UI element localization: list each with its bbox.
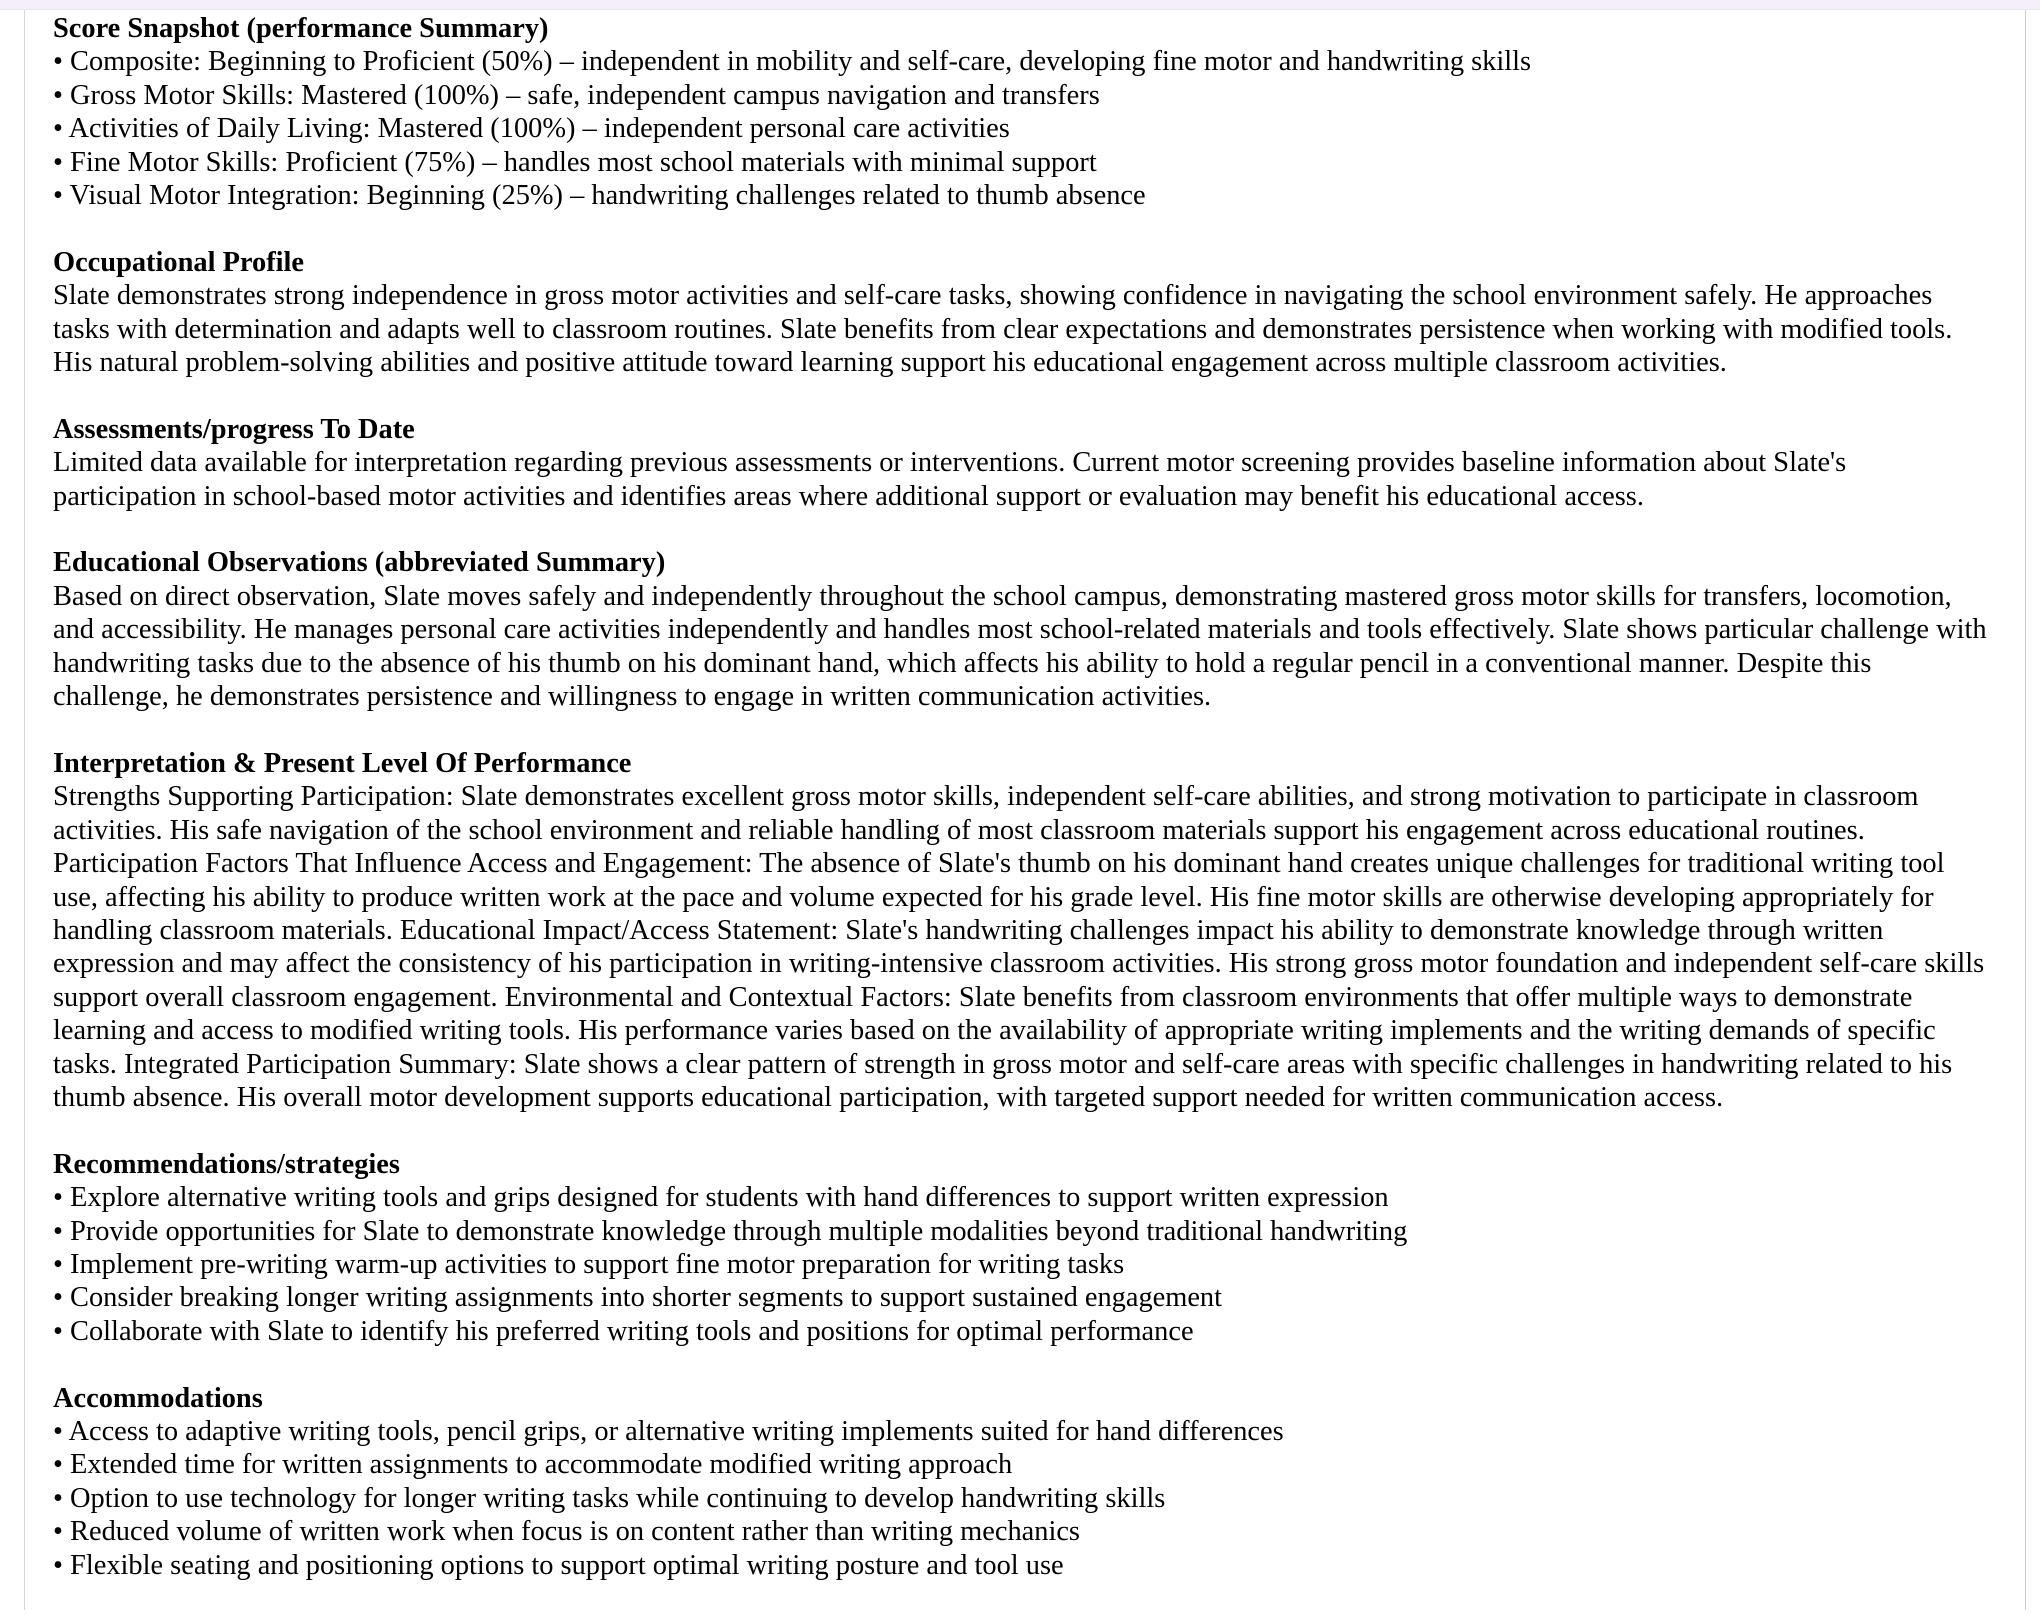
section-heading: Educational Observations (abbreviated Summary) bbox=[53, 547, 666, 579]
section-educational-observations bbox=[53, 546, 1988, 713]
section-recommendations bbox=[53, 1148, 1988, 1348]
bullet-item: • Reduced volume of written work when focus is on content rather than writing mechanics bbox=[53, 1516, 1080, 1548]
bullet-item: • Composite: Beginning to Proficient (50%) – independent in mobility and self-care, developing fine motor and handwriting skills bbox=[53, 46, 1532, 78]
bullet-item: • Flexible seating and positioning options to support optimal writing posture and tool use bbox=[53, 1549, 1064, 1581]
bullet-item: • Access to adaptive writing tools, pencil grips, or alternative writing implements suited for hand differences bbox=[53, 1415, 1284, 1447]
section-paragraph: Slate demonstrates strong independence in gross motor activities and self-care tasks, showing confidence in navigating the school environment safely. He approaches tasks with determination and adapts well to classroom routines. Slate benefits from clear expectations and demonstrates persistence when working with modified tools. His natural problem-solving abilities and positive attitude toward learning support his educational engagement across multiple classroom activities. bbox=[53, 280, 1953, 379]
section-heading: Occupational Profile bbox=[53, 246, 305, 278]
section-paragraph: Limited data available for interpretation regarding previous assessments or interventions. Current motor screening provides baseline information about Slate's participation in school-based motor activities and identifies areas where additional support or evaluation may benefit his educational access. bbox=[53, 447, 1847, 512]
section-heading: Recommendations/strategies bbox=[53, 1148, 400, 1180]
report-document bbox=[53, 12, 1988, 1615]
bullet-item: • Visual Motor Integration: Beginning (25%) – handwriting challenges related to thumb absence bbox=[53, 180, 1146, 212]
bullet-item: • Activities of Daily Living: Mastered (100%) – independent personal care activities bbox=[53, 113, 1010, 145]
section-paragraph: Based on direct observation, Slate moves safely and independently throughout the school campus, demonstrating mastered gross motor skills for transfers, locomotion, and accessibility. He manages personal care activities independently and handles most school-related materials and tools effectively. Slate shows particular challenge with handwriting tasks due to the absence of his thumb on his dominant hand, which affects his ability to hold a regular pencil in a conventional manner. Despite this challenge, he demonstrates persistence and willingness to engage in written communication activities. bbox=[53, 580, 1987, 713]
bullet-item: • Explore alternative writing tools and grips designed for students with hand differences to support written expression bbox=[53, 1182, 1389, 1214]
section-heading: Interpretation & Present Level Of Performance bbox=[53, 747, 632, 779]
bullet-item: • Fine Motor Skills: Proficient (75%) – handles most school materials with minimal support bbox=[53, 146, 1097, 178]
top-border-band bbox=[0, 0, 2040, 10]
bullet-item: • Extended time for written assignments to accommodate modified writing approach bbox=[53, 1449, 1013, 1481]
bullet-item: • Gross Motor Skills: Mastered (100%) – safe, independent campus navigation and transfers bbox=[53, 79, 1100, 111]
section-heading: Assessments/progress To Date bbox=[53, 413, 415, 445]
section-heading: Score Snapshot (performance Summary) bbox=[53, 13, 549, 44]
bullet-item: • Option to use technology for longer writing tasks while continuing to develop handwriting skills bbox=[53, 1482, 1166, 1514]
bullet-item: • Implement pre-writing warm-up activities to support fine motor preparation for writing tasks bbox=[53, 1248, 1125, 1280]
section-heading: Accommodations bbox=[53, 1382, 263, 1414]
bullet-item: • Provide opportunities for Slate to demonstrate knowledge through multiple modalities beyond traditional handwriting bbox=[53, 1215, 1408, 1247]
bullet-item: • Consider breaking longer writing assignments into shorter segments to support sustained engagement bbox=[53, 1282, 1223, 1314]
section-occupational-profile bbox=[53, 246, 1988, 380]
section-interpretation bbox=[53, 747, 1988, 1114]
section-score-snapshot bbox=[53, 12, 1988, 212]
section-paragraph: Strengths Supporting Participation: Slate demonstrates excellent gross motor skills, independent self-care abilities, and strong motivation to participate in classroom activities. His safe navigation of the school environment and reliable handling of most classroom materials support his engagement across educational routines. Participation Factors That Influence Access and Engagement: The absence of Slate's thumb on his dominant hand creates unique challenges for traditional writing tool use, affecting his ability to produce written work at the pace and volume expected for his grade level. His fine motor skills are otherwise developing appropriately for handling classroom materials. Educational Impact/Access Statement: Slate's handwriting challenges impact his ability to demonstrate knowledge through written expression and may affect the consistency of his participation in writing-intensive classroom activities. His strong gross motor foundation and independent self-care skills support overall classroom engagement. Environmental and Contextual Factors: Slate benefits from classroom environments that offer multiple ways to demonstrate learning and access to modified writing tools. His performance varies based on the availability of appropriate writing implements and the writing demands of specific tasks. Integrated Participation Summary: Slate shows a clear pattern of strength in gross motor and self-care areas with specific challenges in handwriting related to his thumb absence. His overall motor development supports educational participation, with targeted support needed for written communication access. bbox=[53, 781, 1985, 1113]
section-assessments bbox=[53, 413, 1988, 513]
bullet-item: • Collaborate with Slate to identify his preferred writing tools and positions for optimal performance bbox=[53, 1315, 1194, 1347]
section-accommodations bbox=[53, 1382, 1988, 1582]
